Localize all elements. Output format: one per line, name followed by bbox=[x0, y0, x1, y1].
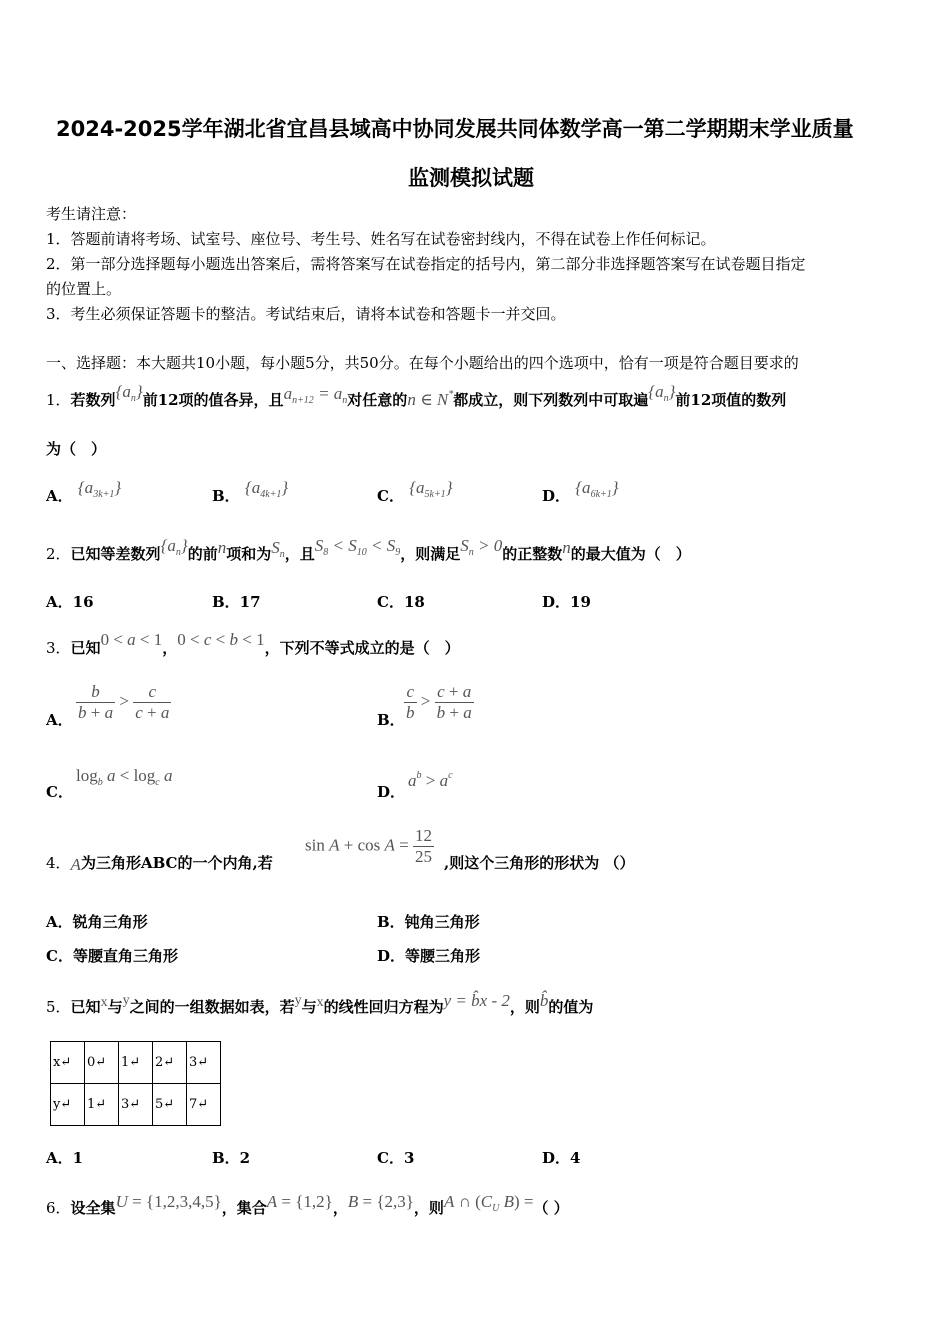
table-row bbox=[51, 1084, 221, 1126]
option-D: D． bbox=[377, 783, 406, 801]
data-table bbox=[50, 1041, 221, 1126]
table-cell: 0↵ bbox=[85, 1042, 119, 1084]
option-B: B．2 bbox=[212, 1149, 251, 1167]
option-C-formula: $\log_b a < \log_c a$ bbox=[76, 766, 173, 788]
option-A: A． bbox=[46, 711, 73, 729]
table-cell: 3↵ bbox=[119, 1084, 153, 1126]
option-D: D．4 bbox=[542, 1149, 581, 1167]
question-6: 6．设全集U = {1,2,3,4,5}，集合A = {1,2}，B = {2,3}，则A ∩ ($C_U$ B) =（ ） bbox=[46, 1192, 569, 1217]
option-B: B．钝角三角形 bbox=[377, 913, 480, 931]
question-number: 5． bbox=[46, 998, 71, 1016]
option-B: B．17 bbox=[212, 593, 261, 611]
question-1: 1．若数列$\{a_n\}$前12项的值各异，且$a_{n+12} = a_n$对任意的n ∈ N*都成立，则下列数列中可取遍$\{a_n\}$前12项值的数列 bbox=[46, 382, 787, 409]
table-cell: 7↵ bbox=[187, 1084, 221, 1126]
option-C: C．等腰直角三角形 bbox=[46, 947, 178, 965]
option-C: C． bbox=[46, 783, 73, 801]
question-4: 4．A为三角形ABC的一个内角,若 bbox=[46, 854, 273, 874]
page-title-line2: 监测模拟试题 bbox=[408, 166, 534, 190]
question-1-tail: 为（ ） bbox=[46, 440, 107, 458]
option-B: B． $\{a_{4k+1}\}$ bbox=[212, 478, 289, 505]
question-4-tail: ,则这个三角形的形状为 （） bbox=[444, 854, 635, 872]
table-cell: 3↵ bbox=[187, 1042, 221, 1084]
option-A: A． $\{a_{3k+1}\}$ bbox=[46, 478, 122, 505]
option-C: C． $\{a_{5k+1}\}$ bbox=[377, 478, 453, 505]
question-4-formula: sin A + cos A = $\frac{12}{25}$ bbox=[305, 826, 432, 866]
table-row bbox=[51, 1042, 221, 1084]
option-B-formula: $\frac{c}{b}$ > $\frac{c + a}{b + a}$ bbox=[406, 682, 472, 722]
option-C: C．3 bbox=[377, 1149, 415, 1167]
notice-heading: 考生请注意： bbox=[46, 205, 137, 223]
option-D: D．19 bbox=[542, 593, 591, 611]
table-cell: x↵ bbox=[51, 1042, 85, 1084]
page-title-line1: 2024-2025学年湖北省宜昌县域高中协同发展共同体数学高一第二学期期末学业质量 bbox=[56, 117, 854, 141]
option-A: A．1 bbox=[46, 1149, 84, 1167]
table-cell: 1↵ bbox=[119, 1042, 153, 1084]
table-cell: y↵ bbox=[51, 1084, 85, 1126]
question-3: 3．已知0 < a < 1，0 < c < b < 1，下列不等式成立的是（ ） bbox=[46, 630, 460, 657]
option-D-formula: $a^b > a^c$ bbox=[408, 770, 453, 790]
question-2: 2．已知等差数列$\{a_n\}$的前n项和为$S_n$，且$S_8 < S_{10} < S_9$，则满足$S_n > 0$的正整数n的最大值为（ ） bbox=[46, 536, 691, 563]
table-cell: 1↵ bbox=[85, 1084, 119, 1126]
option-A: A．16 bbox=[46, 593, 94, 611]
notice-item-2b: 的位置上。 bbox=[46, 280, 122, 298]
notice-item-1: 1．答题前请将考场、试室号、座位号、考生号、姓名写在试卷密封线内，不得在试卷上作任何标记。 bbox=[46, 230, 716, 248]
option-A-formula: $\frac{b}{b + a}$ > $\frac{c}{c + a}$ bbox=[78, 682, 170, 722]
question-number: 6． bbox=[46, 1199, 71, 1217]
notice-item-2a: 2．第一部分选择题每小题选出答案后，需将答案写在试卷指定的括号内，第二部分非选择题答案写在试卷题目指定 bbox=[46, 255, 806, 273]
notice-item-3: 3．考生必须保证答题卡的整洁。考试结束后，请将本试卷和答题卡一并交回。 bbox=[46, 305, 566, 323]
option-B: B． bbox=[377, 711, 405, 729]
question-5: 5．已知x与y之间的一组数据如表，若y与x的线性回归方程为y = b̂x - 2，则b̂的值为 bbox=[46, 991, 594, 1016]
question-number: 2． bbox=[46, 545, 71, 563]
section-heading: 一、选择题：本大题共10小题，每小题5分，共50分。在每个小题给出的四个选项中，恰有一项是符合题目要求的 bbox=[46, 354, 799, 372]
table-cell: 5↵ bbox=[153, 1084, 187, 1126]
table-cell: 2↵ bbox=[153, 1042, 187, 1084]
option-D: D． $\{a_{6k+1}\}$ bbox=[542, 478, 619, 505]
option-A: A．锐角三角形 bbox=[46, 913, 148, 931]
question-number: 4． bbox=[46, 854, 71, 872]
question-number: 3． bbox=[46, 639, 71, 657]
option-D: D．等腰三角形 bbox=[377, 947, 481, 965]
question-number: 1． bbox=[46, 391, 71, 409]
option-C: C．18 bbox=[377, 593, 425, 611]
